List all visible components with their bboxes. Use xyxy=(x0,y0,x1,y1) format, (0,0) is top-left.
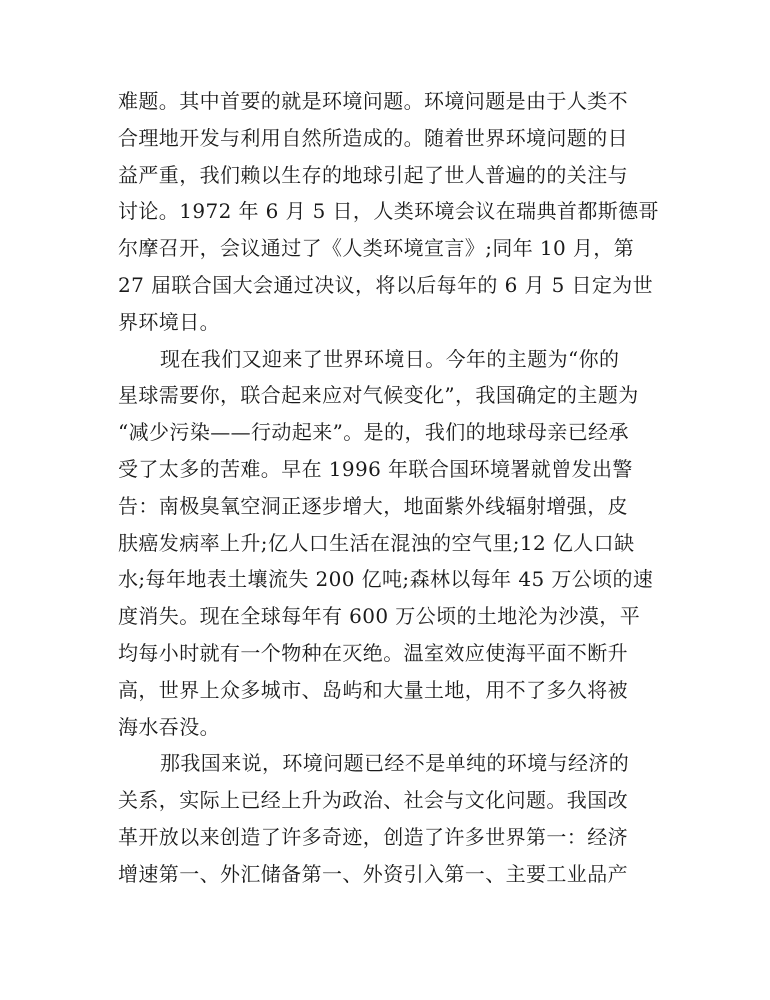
text-line: 海水吞没。 xyxy=(118,714,220,739)
text-line: “减少污染——行动起来”。是的，我们的地球母亲已经承 xyxy=(118,420,629,445)
text-line: 增速第一、外汇储备第一、外资引入第一、主要工业品产 xyxy=(118,861,628,886)
text-line: 度消失。现在全球每年有 600 万公顷的土地沦为沙漠，平 xyxy=(118,604,641,629)
text-line: 高，世界上众多城市、岛屿和大量土地，用不了多久将被 xyxy=(118,677,628,702)
paragraph-1 xyxy=(118,83,659,341)
text-line: 尔摩召开，会议通过了《人类环境宣言》;同年 10 月，第 xyxy=(118,236,635,261)
paragraph-2 xyxy=(118,341,654,746)
text-line: 水;每年地表土壤流失 200 亿吨;森林以每年 45 万公顷的速 xyxy=(118,567,654,592)
text-line: 27 届联合国大会通过决议，将以后每年的 6 月 5 日定为世 xyxy=(118,272,654,297)
text-line: 合理地开发与利用自然所造成的。随着世界环境问题的日 xyxy=(118,125,628,150)
text-line: 受了太多的苦难。早在 1996 年联合国环境署就曾发出警 xyxy=(118,456,633,481)
text-line: 益严重，我们赖以生存的地球引起了世人普遍的的关注与 xyxy=(118,162,628,187)
text-line: 告：南极臭氧空洞正逐步增大，地面紫外线辐射增强，皮 xyxy=(118,493,628,518)
text-line: 肤癌发病率上升;亿人口生活在混浊的空气里;12 亿人口缺 xyxy=(118,530,635,555)
document-body xyxy=(118,83,659,893)
text-line: 星球需要你，联合起来应对气候变化”，我国确定的主题为 xyxy=(118,383,639,408)
text-line: 难题。其中首要的就是环境问题。环境问题是由于人类不 xyxy=(118,89,628,113)
text-line: 讨论。1972 年 6 月 5 日，人类环境会议在瑞典首都斯德哥 xyxy=(118,199,659,224)
paragraph-3 xyxy=(118,745,648,892)
text-line: 关系，实际上已经上升为政治、社会与文化问题。我国改 xyxy=(118,788,628,813)
text-line: 均每小时就有一个物种在灭绝。温室效应使海平面不断升 xyxy=(118,640,628,665)
text-line: 革开放以来创造了许多奇迹，创造了许多世界第一：经济 xyxy=(118,824,628,849)
text-line: 界环境日。 xyxy=(118,309,220,334)
text-line: 现在我们又迎来了世界环境日。今年的主题为“你的 xyxy=(160,346,620,371)
text-line: 那我国来说，环境问题已经不是单纯的环境与经济的 xyxy=(160,751,630,776)
